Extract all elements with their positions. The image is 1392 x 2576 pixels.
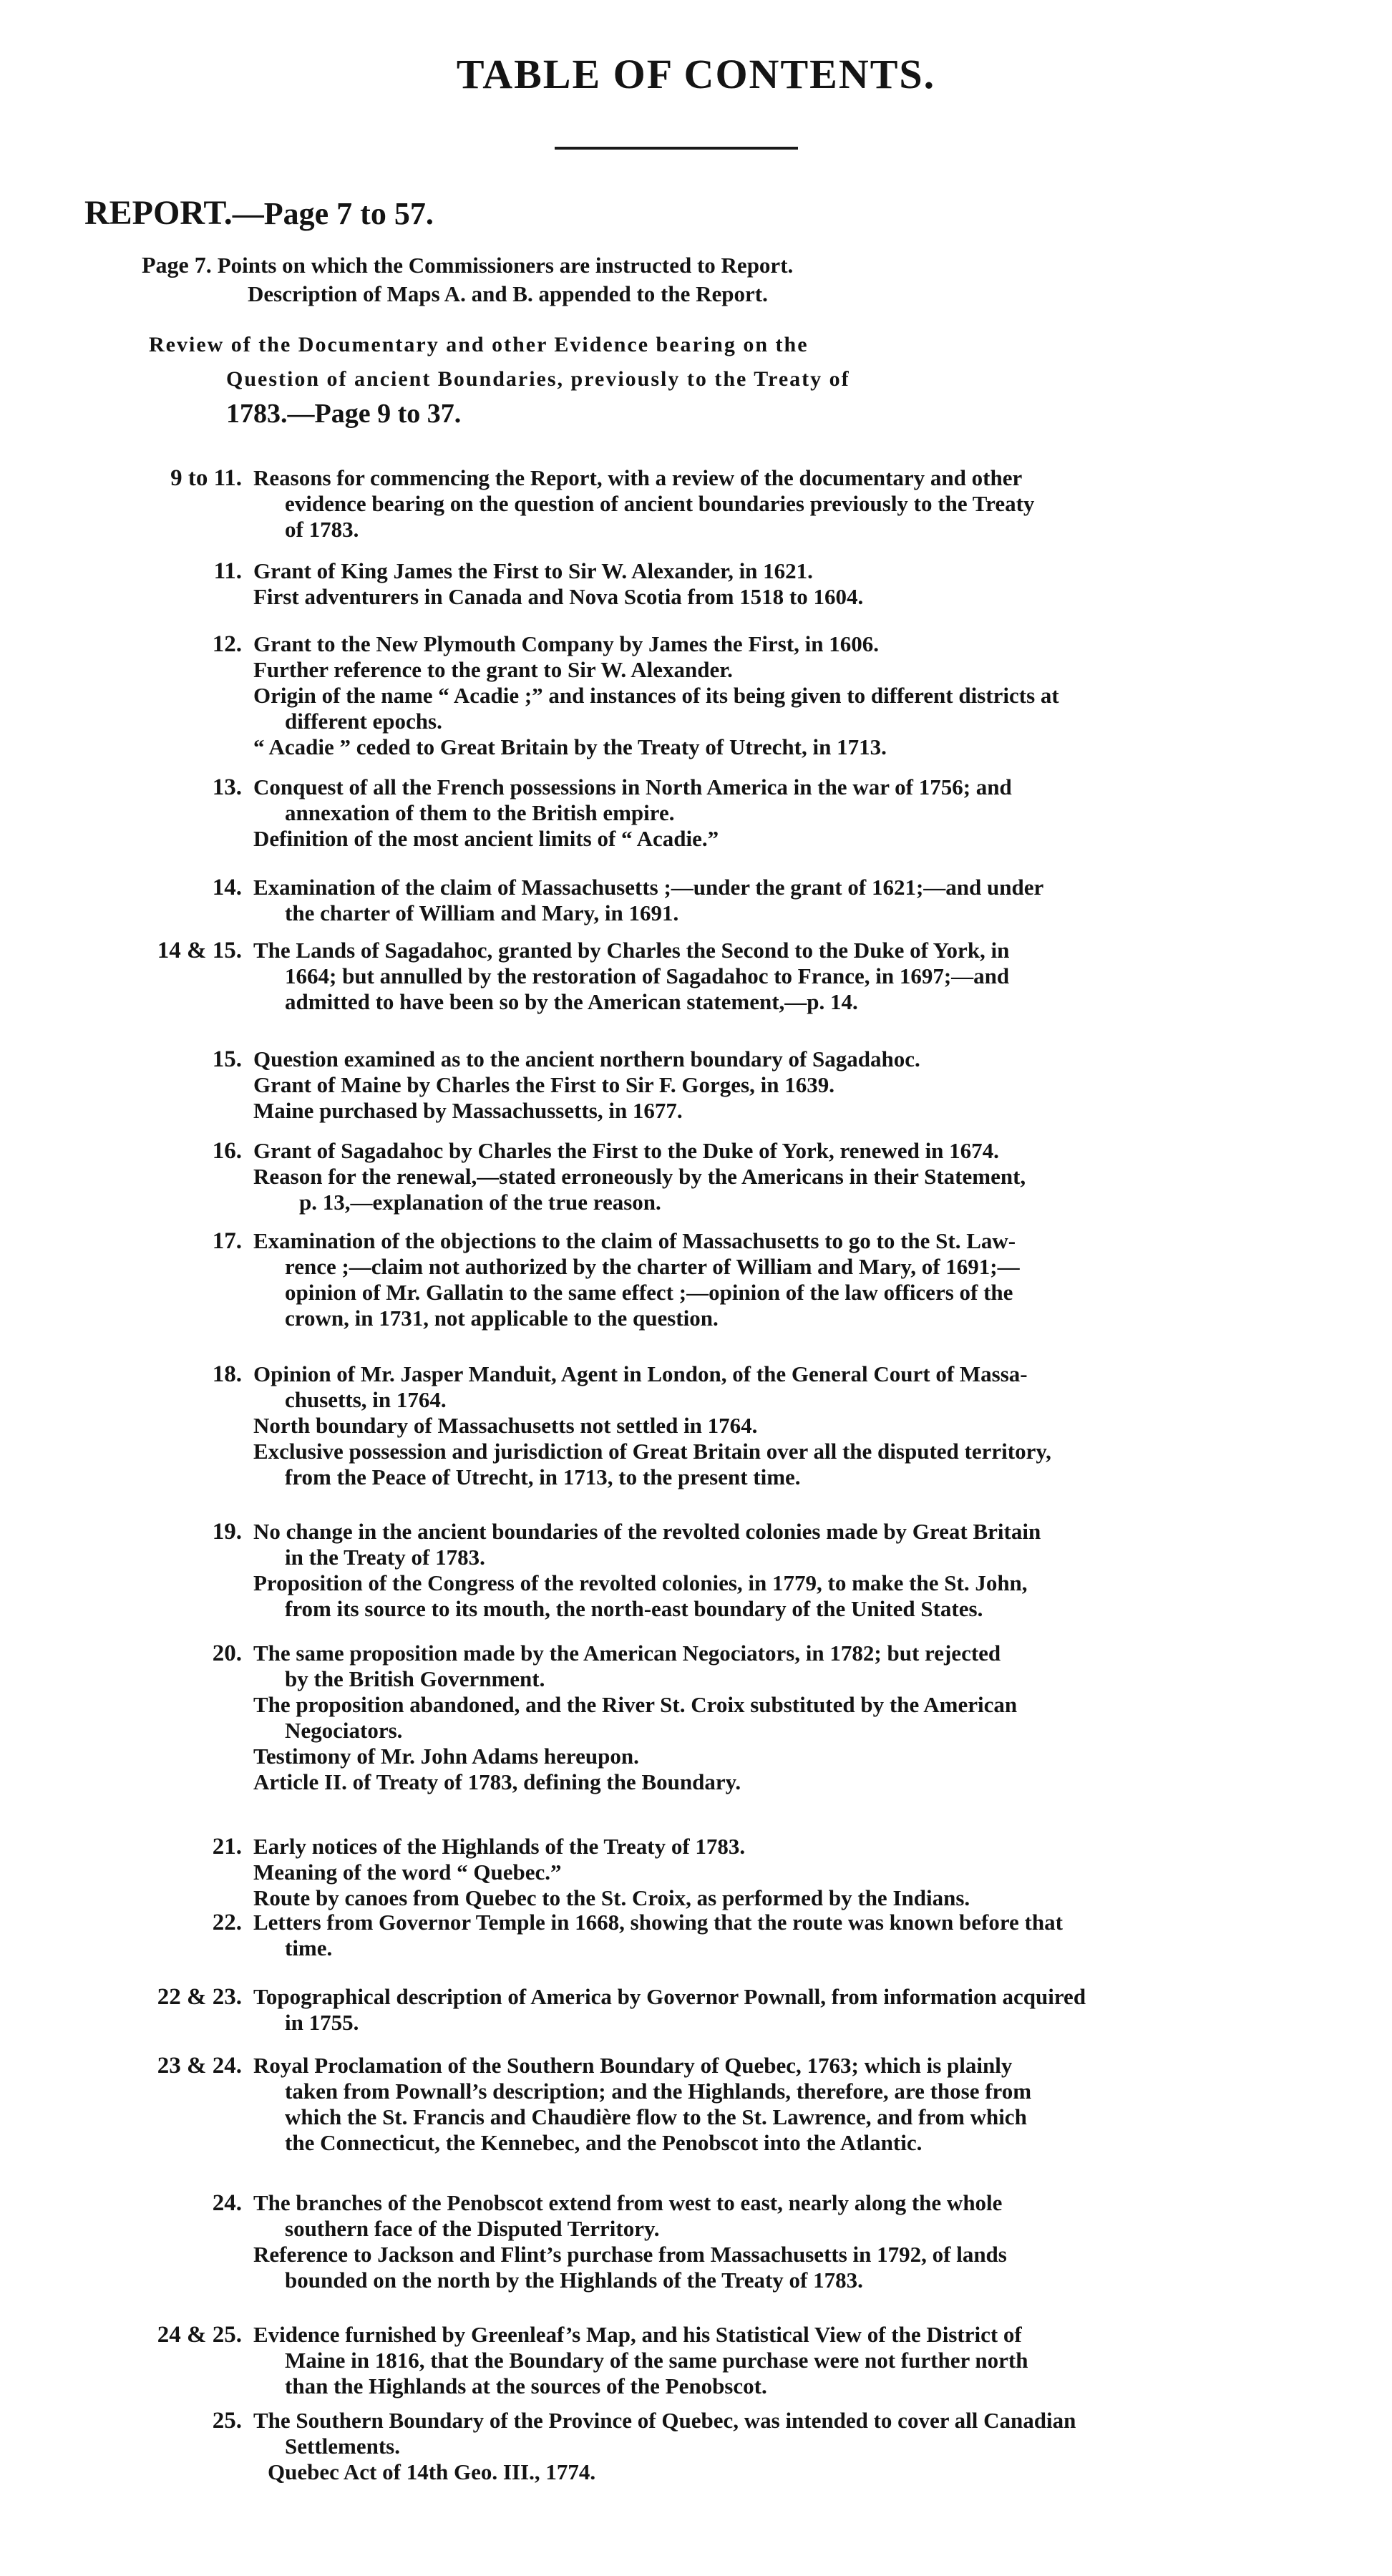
toc-entry-line: chusetts, in 1764. [285,1387,447,1412]
toc-entry-line: Reason for the renewal,—stated erroneously by the Americans in their Statement, [253,1164,1026,1189]
toc-entry-body [253,875,1270,926]
toc-entry-line: Question examined as to the ancient northern boundary of Sagadahoc. [253,1046,920,1071]
toc-entry-line: Proposition of the Congress of the revolted colonies, in 1779, to make the St. John, [253,1570,1028,1595]
page7-entry [142,251,793,308]
toc-entry-page-number: 18. [212,1361,242,1387]
toc-entry-body [253,631,1270,760]
toc-entry-line: Article II. of Treaty of 1783, defining the Boundary. [253,1769,741,1794]
toc-entry-body [253,2053,1270,2156]
toc-entry-body [253,1361,1270,1490]
toc-entry-line: First adventurers in Canada and Nova Scotia from 1518 to 1604. [253,584,864,609]
toc-entry-line: in 1755. [285,2010,359,2035]
toc-entry-line: admitted to have been so by the American statement,—p. 14. [285,989,858,1014]
toc-entry-line: different epochs. [285,709,442,734]
toc-entry-line: Definition of the most ancient limits of “ Acadie.” [253,826,719,851]
toc-entry-line: southern face of the Disputed Territory. [285,2216,660,2241]
toc-entry-page-number: 20. [212,1641,242,1666]
toc-entry-page-number: 12. [212,631,242,657]
toc-entry-line: Opinion of Mr. Jasper Manduit, Agent in London, of the General Court of Massa- [253,1361,1028,1386]
toc-entry-page-number: 24 & 25. [157,2322,242,2348]
toc-entry-line: The Lands of Sagadahoc, granted by Charles the Second to the Duke of York, in [253,938,1010,963]
review-year: 1783. [226,399,288,429]
page7-number: Page 7. [142,252,212,278]
toc-entry-line: evidence bearing on the question of ancient boundaries previously to the Treaty [285,491,1035,516]
toc-entry-line: No change in the ancient boundaries of the revolted colonies made by Great Britain [253,1519,1041,1544]
toc-entry-line: Reasons for commencing the Report, with a review of the documentary and other [253,465,1023,490]
toc-entry-page-number: 23 & 24. [157,2053,242,2079]
toc-entry-line: the Connecticut, the Kennebec, and the Penobscot into the Atlantic. [285,2130,923,2155]
toc-entry-line: Origin of the name “ Acadie ;” and instances of its being given to different districts at [253,683,1059,708]
toc-entry-line: The Southern Boundary of the Province of Quebec, was intended to cover all Canadian [253,2408,1076,2433]
toc-entry-body [253,1834,1270,1911]
toc-entry-page-number: 13. [212,774,242,800]
toc-entry-line: Letters from Governor Temple in 1668, showing that the route was known before that [253,1910,1063,1935]
page-title: TABLE OF CONTENTS. [456,51,936,97]
toc-entry-body [253,774,1270,852]
toc-entry-body [253,558,1270,610]
toc-entry-line: The branches of the Penobscot extend from west to east, nearly along the whole [253,2190,1003,2215]
toc-entry-body [253,1641,1270,1795]
toc-entry-line: Examination of the objections to the claim of Massachusetts to go to the St. Law- [253,1228,1016,1253]
toc-entry-line: Testimony of Mr. John Adams hereupon. [253,1744,639,1769]
toc-entry-line: Conquest of all the French possessions in North America in the war of 1756; and [253,774,1012,799]
toc-entry-line: p. 13,—explanation of the true reason. [299,1190,661,1215]
toc-entry-line: Route by canoes from Quebec to the St. Croix, as performed by the Indians. [253,1885,970,1910]
toc-entry-line: Meaning of the word “ Quebec.” [253,1860,562,1885]
toc-entry-line: than the Highlands at the sources of the Penobscot. [285,2373,767,2398]
toc-entry-line: “ Acadie ” ceded to Great Britain by the Treaty of Utrecht, in 1713. [253,734,887,759]
toc-entry-line: Exclusive possession and jurisdiction of Great Britain over all the disputed territory, [253,1439,1051,1464]
toc-entry-body [253,1984,1270,2036]
toc-entry-line: from its source to its mouth, the north-east boundary of the United States. [285,1596,983,1621]
toc-entry-page-number: 16. [212,1138,242,1164]
toc-entry-line: 1664; but annulled by the restoration of Sagadahoc to France, in 1697;—and [285,963,1010,988]
toc-entry-line: Grant of King James the First to Sir W. Alexander, in 1621. [253,558,813,583]
toc-entry-line: The same proposition made by the American Negociators, in 1782; but rejected [253,1641,1001,1666]
toc-entry-page-number: 19. [212,1519,242,1545]
toc-entry-line: taken from Pownall’s description; and the Highlands, therefore, are those from [285,2079,1032,2104]
toc-entry-body [253,2408,1270,2485]
toc-entry-body [253,938,1270,1015]
toc-entry-line: North boundary of Massachusetts not settled in 1764. [253,1413,758,1438]
toc-entry-line: Maine purchased by Massachussetts, in 1677. [253,1098,683,1123]
toc-entry-page-number: 25. [212,2408,242,2434]
toc-entry-line: bounded on the north by the Highlands of the Treaty of 1783. [285,2268,863,2293]
toc-entry-body [253,1228,1270,1331]
toc-entry-line: Grant of Sagadahoc by Charles the First to the Duke of York, renewed in 1674. [253,1138,999,1163]
toc-entry-page-number: 22 & 23. [157,1984,242,2010]
toc-entry-body [253,2190,1270,2293]
toc-entry-page-number: 14. [212,875,242,900]
toc-entry-line: Examination of the claim of Massachusetts ;—under the grant of 1621;—and under [253,875,1044,900]
toc-entry-body [253,1138,1270,1215]
toc-entry-body [253,465,1270,543]
report-label: REPORT. [84,194,233,232]
toc-entry-line: Negociators. [285,1718,403,1743]
report-heading [84,193,434,233]
review-page-range: —Page 9 to 37. [287,399,462,429]
toc-entry-page-number: 14 & 15. [157,938,242,963]
toc-entry-page-number: 21. [212,1834,242,1860]
toc-entry-body [253,1046,1270,1124]
toc-entry-line: the charter of William and Mary, in 1691. [285,900,679,925]
toc-entry-line: Reference to Jackson and Flint’s purchase from Massachusetts in 1792, of lands [253,2242,1007,2267]
toc-entry-page-number: 24. [212,2190,242,2216]
toc-entry-page-number: 22. [212,1910,242,1935]
toc-entry-line: opinion of Mr. Gallatin to the same effect ;—opinion of the law officers of the [285,1280,1013,1305]
toc-entry-line: Further reference to the grant to Sir W. Alexander. [253,657,733,682]
toc-entry-line: annexation of them to the British empire. [285,800,675,825]
toc-entry-line: rence ;—claim not authorized by the charter of William and Mary, of 1691;— [285,1254,1020,1279]
review-section-heading [149,328,1265,433]
title-divider [555,147,798,150]
toc-entry-body [253,1519,1270,1622]
toc-entry-page-number: 9 to 11. [170,465,242,491]
toc-entry-line: by the British Government. [285,1666,545,1691]
toc-entry-body [253,1910,1270,1961]
page7-line-2: Description of Maps A. and B. appended to the Report. [248,281,768,306]
report-page-range: —Page 7 to 57. [232,196,434,231]
toc-entry-page-number: 15. [212,1046,242,1072]
toc-entry-line: which the St. Francis and Chaudière flow to the St. Lawrence, and from which [285,2104,1027,2129]
toc-entry-page-number: 11. [213,558,242,584]
page7-line-1: Points on which the Commissioners are instructed to Report. [217,253,794,278]
toc-entry-line: in the Treaty of 1783. [285,1545,485,1570]
toc-entry-line: Topographical description of America by Governor Pownall, from information acquired [253,1984,1086,2009]
toc-entry-line: of 1783. [285,517,359,542]
toc-entry-line: Quebec Act of 14th Geo. III., 1774. [268,2459,596,2484]
toc-entry-line: Grant to the New Plymouth Company by James the First, in 1606. [253,631,879,656]
toc-entry-line: from the Peace of Utrecht, in 1713, to the present time. [285,1464,801,1489]
toc-entry-line: Settlements. [285,2434,400,2459]
toc-entry-line: Evidence furnished by Greenleaf’s Map, and his Statistical View of the District of [253,2322,1022,2347]
toc-entry-line: crown, in 1731, not applicable to the question. [285,1306,719,1331]
toc-entry-line: Maine in 1816, that the Boundary of the same purchase were not further north [285,2348,1028,2373]
toc-entry-line: The proposition abandoned, and the River St. Croix substituted by the American [253,1692,1018,1717]
toc-entry-line: Grant of Maine by Charles the First to Sir F. Gorges, in 1639. [253,1072,834,1097]
toc-entry-body [253,2322,1270,2399]
toc-entry-line: time. [285,1935,333,1960]
toc-entry-line: Royal Proclamation of the Southern Boundary of Quebec, 1763; which is plainly [253,2053,1013,2078]
toc-entry-page-number: 17. [212,1228,242,1254]
toc-entry-line: Early notices of the Highlands of the Treaty of 1783. [253,1834,746,1859]
review-line-1: Review of the Documentary and other Evidence bearing on the [149,333,809,356]
review-line-2: Question of ancient Boundaries, previously to the Treaty of [226,367,850,391]
